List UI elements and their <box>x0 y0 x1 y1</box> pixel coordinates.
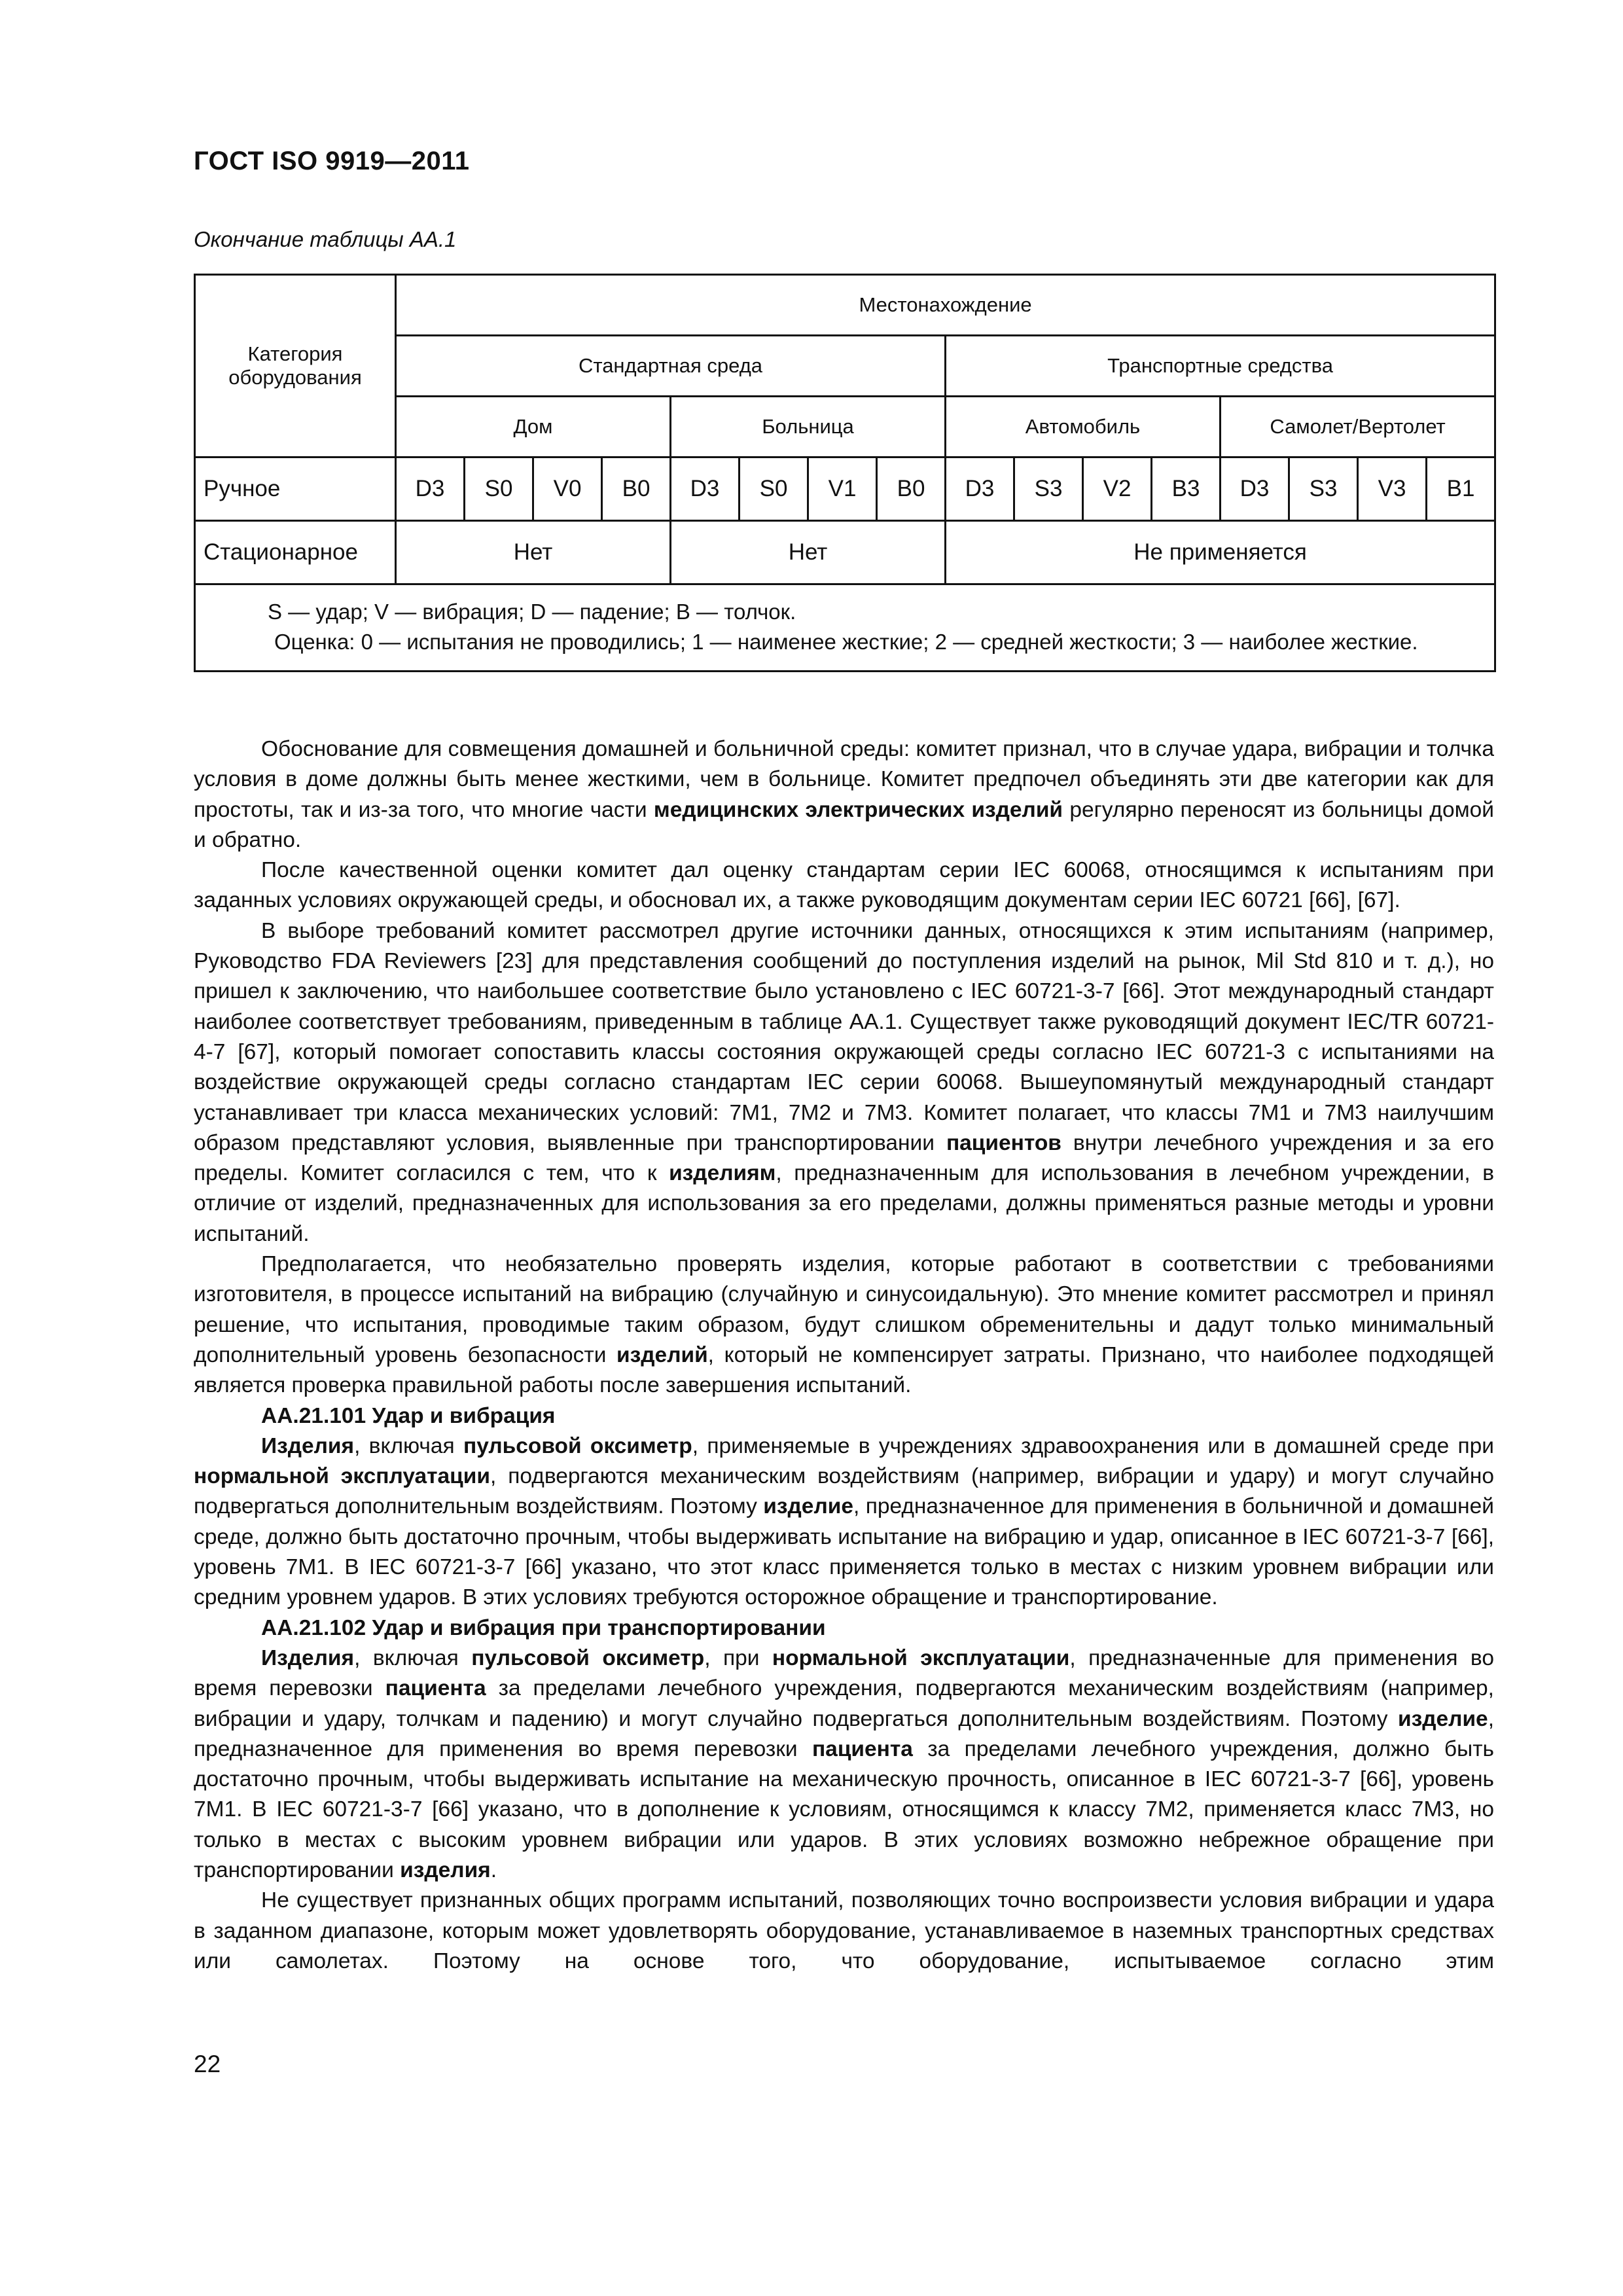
location-header: Местонахождение <box>396 275 1495 336</box>
table-cell: B1 <box>1427 457 1495 521</box>
table-row <box>195 457 1495 521</box>
table-cell: D3 <box>671 457 740 521</box>
table-cell: Не применяется <box>946 521 1495 584</box>
subgroup-header: Самолет/Вертолет <box>1221 397 1495 457</box>
table-cell: S0 <box>740 457 808 521</box>
table-cell: V0 <box>533 457 602 521</box>
paragraph: Изделия, включая пульсовой оксиметр, при нормальной эксплуатации, предназначенные для применения во время перевозки пациента за пределами лечебного учреждения, подвергаются механическим воздействиям (например, вибрации и удару, толчкам и падению) и могут случайно подвергаться дополнительным воздействиям. Поэтому изделие, предназначенное для применения во время перевозки пациента за пределами лечебного учреждения, должно быть достаточно прочным, чтобы выдерживать испытание на механическую прочность, описанное в IEC 60721-3-7 [66], уровень 7M1. В IEC 60721-3-7 [66] указано, что в дополнение к условиям, относящимся к классу 7M2, применяется класс 7M3, но только в местах с высоким уровнем вибрации или ударов. В этих условиях возможно небрежное обращение при транспортировании изделия. <box>194 1645 1494 1882</box>
table-cell: Нет <box>396 521 671 584</box>
equipment-table <box>194 274 1496 672</box>
table-cell: Нет <box>671 521 946 584</box>
group-header: Стандартная среда <box>396 336 946 397</box>
table-cell: S0 <box>465 457 533 521</box>
table-cell: S3 <box>1289 457 1358 521</box>
paragraph: После качественной оценки комитет дал оценку стандартам серии IEC 60068, относящимся к испытаниям при заданных условиях окружающей среды, и обосновал их, а также руководящим документам серии IEC 60721 [66], [67]. <box>194 858 1494 913</box>
table-cell: V1 <box>808 457 877 521</box>
table-cell: V3 <box>1358 457 1427 521</box>
table-cell: D3 <box>946 457 1014 521</box>
subgroup-header: Дом <box>396 397 671 457</box>
table-cell: D3 <box>1221 457 1289 521</box>
table-cell: D3 <box>396 457 465 521</box>
section-heading: АА.21.101 Удар и вибрация <box>261 1403 556 1428</box>
document-header: ГОСТ ISO 9919—2011 <box>194 147 470 175</box>
row-label: Ручное <box>195 457 396 521</box>
table-cell: B3 <box>1152 457 1221 521</box>
table-row <box>195 521 1495 584</box>
note-rating: Оценка: 0 — испытания не проводились; 1 — наименее жесткие; 2 — средней жесткости; 3 — наиболее жесткие. <box>274 630 1418 654</box>
row-label: Стационарное <box>195 521 396 584</box>
paragraph: Обоснование для совмещения домашней и больничной среды: комитет признал, что в случае удара, вибрации и толчка условия в доме должны быть менее жесткими, чем в больнице. Комитет предпочел объединять эти две категории как для простоты, так и из-за того, что многие части медицинских электрических изделий регулярно переносят из больницы домой и обратно. <box>194 737 1494 852</box>
table-cell: B0 <box>602 457 671 521</box>
group-header: Транспортные средства <box>946 336 1495 397</box>
page-number: 22 <box>194 2051 221 2077</box>
paragraph: Предполагается, что необязательно проверять изделия, которые работают в соответствии с требованиями изготовителя, в процессе испытаний на вибрацию (случайную и синусоидальную). Это мнение комитет рассмотрел и принял решение, что испытания, проводимые таким образом, будут слишком обременительны и дадут только минимальный дополнительный уровень безопасности изделий, который не компенсирует затраты. Признано, что наиболее подходящей является проверка правильной работы после завершения испытаний. <box>194 1252 1494 1398</box>
note-legend: S — удар; V — вибрация; D — падение; B — толчок. <box>268 600 796 624</box>
paragraph: В выборе требований комитет рассмотрел другие источники данных, относящихся к этим испытаниям (например, Руководство FDA Reviewers [23] для представления сообщений до поступления изделий на рынок, Mil Std 810 и т. д.), но пришел к заключению, что наибольшее соответствие было установлено с IEC 60721-3-7 [66]. Этот международный стандарт наиболее соответствует требованиям, приведенным в таблице АА.1. Существует также руководящий документ IEC/TR 60721-4-7 [67], который помогает сопоставить классы состояния окружающей среды согласно IEC 60721-3 с испытаниями на воздействие окружающей среды согласно стандартам IEC серии 60068. Вышеупомянутый международный стандарт устанавливает три класса механических условий: 7M1, 7M2 и 7M3. Комитет полагает, что классы 7M1 и 7M3 наилучшим образом представляют условия, выявленные при транспортировании пациентов внутри лечебного учреждения и за его пределы. Комитет согласился с тем, что к изделиям, предназначенным для использования в лечебном учреждении, в отличие от изделий, предназначенных для использования за его пределами, должны применяться разные методы и уровни испытаний. <box>194 918 1495 1246</box>
table-cell: V2 <box>1083 457 1152 521</box>
section-heading: АА.21.102 Удар и вибрация при транспортировании <box>261 1615 826 1640</box>
table-caption: Окончание таблицы АА.1 <box>194 227 457 251</box>
paragraph: Не существует признанных общих программ испытаний, позволяющих точно воспроизвести условия вибрации и удара в заданном диапазоне, которым может удовлетворять оборудование, устанавливаемое в наземных транспортных средствах или самолетах. Поэтому на основе того, что оборудование, испытываемое согласно этим <box>194 1888 1494 1973</box>
table-cell: S3 <box>1014 457 1083 521</box>
subgroup-header: Больница <box>671 397 946 457</box>
paragraph: Изделия, включая пульсовой оксиметр, применяемые в учреждениях здравоохранения или в домашней среде при нормальной эксплуатации, подвергаются механическим воздействиям (например, вибрации и удару) и могут случайно подвергаться дополнительным воздействиям. Поэтому изделие, предназначенное для применения в больничной и домашней среде, должно быть достаточно прочным, чтобы выдерживать испытание на вибрацию и удар, описанное в IEC 60721-3-7 [66], уровень 7M1. В IEC 60721-3-7 [66] указано, что этот класс применяется только в местах с низким уровнем вибрации или средним уровнем ударов. В этих условиях требуются осторожное обращение и транспортирование. <box>194 1433 1494 1610</box>
table-cell: B0 <box>877 457 946 521</box>
category-header: Категория оборудования <box>195 275 396 457</box>
subgroup-header: Автомобиль <box>946 397 1221 457</box>
body-text <box>194 734 1494 1977</box>
table-notes <box>195 584 1495 672</box>
